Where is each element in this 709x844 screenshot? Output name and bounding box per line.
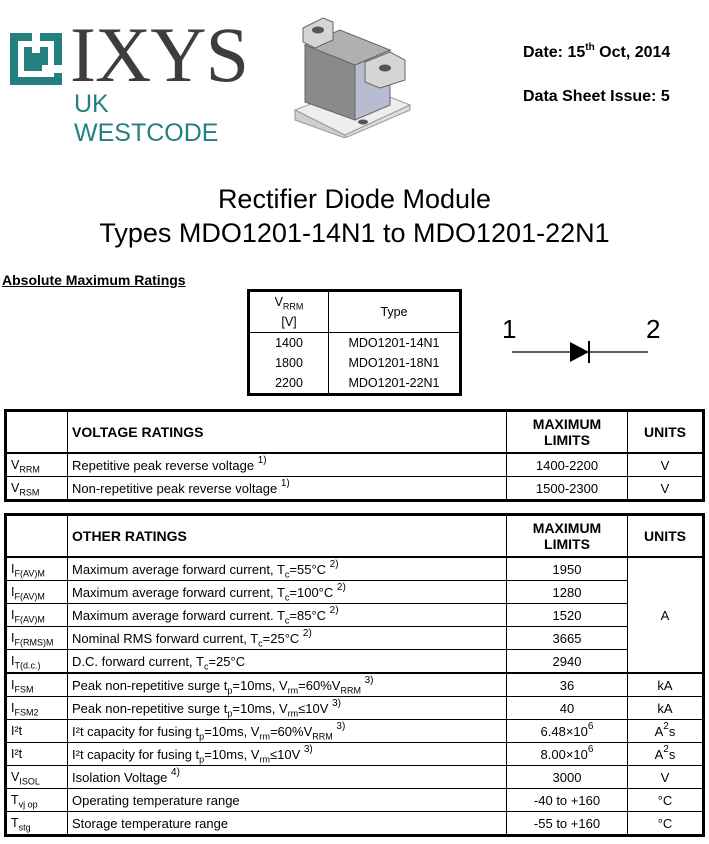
vrrm-header: $V_{RRM}$ [V]	[249, 291, 329, 333]
table-row: I²t I²t capacity for fusing $t_p=10ms$, $V_{rm}=60\%V_{RRM}$ $^{3)}$ $6.48\times 10^6$ $A^2s$	[6, 720, 704, 743]
table-row: $I_{FSM2}$ Peak non-repetitive surge $t_p=10ms$, $V_{rm}\le 10V$ $^{3)}$ 40 kA	[6, 697, 704, 720]
table-row: $T_{vj op}$ Operating temperature range -40 to +160 °C	[6, 789, 704, 812]
pin-1-label: 1	[502, 314, 517, 344]
diode-symbol-icon	[500, 312, 670, 372]
other-ratings-title: OTHER RATINGS	[68, 515, 507, 558]
voltage-ratings-table	[4, 409, 705, 502]
ixys-logo	[10, 11, 249, 147]
table-row: 1800 MDO1201-18N1	[249, 353, 461, 373]
table-row: $I_{F(AV)M}$ Maximum average forward current, $T_c=100^\circ C$ $^{2)}$ 1280	[6, 581, 704, 604]
units-header: UNITS	[628, 411, 704, 454]
current-unit: A	[628, 604, 704, 627]
document-subtitle: Types MDO1201-14N1 to MDO1201-22N1	[99, 218, 610, 248]
table-row: $I_{F(AV)M}$ Maximum average forward current. $T_c=85^\circ C$ $^{2)}$ 1520 A	[6, 604, 704, 627]
type-header: Type	[329, 291, 461, 333]
ixys-logo-mark-icon	[10, 33, 62, 85]
type-table-header	[249, 291, 461, 333]
table-header	[6, 515, 704, 558]
table-row: $V_{RRM}$ Repetitive peak reverse voltage $^{1)}$ 1400-2200 V	[6, 453, 704, 477]
table-row: $I_{T(d.c.)}$ D.C. forward current, $T_c=25^\circ C$ 2940	[6, 650, 704, 674]
table-row: $I_{F(AV)M}$ Maximum average forward current, $T_c=55^\circ C$ $^{2)}$ 1950	[6, 557, 704, 581]
limits-header: MAXIMUM LIMITS	[507, 515, 628, 558]
logo-name: IXYS	[70, 11, 249, 98]
date-line: Date: 15th Oct, 2014	[523, 41, 671, 61]
table-row: 1400 MDO1201-14N1	[249, 333, 461, 354]
logo-subtitle: UK WESTCODE	[74, 90, 219, 147]
table-row: 2200 MDO1201-22N1	[249, 373, 461, 395]
limits-header: MAXIMUM LIMITS	[507, 411, 628, 454]
diode-module-image	[275, 10, 415, 138]
voltage-ratings-title: VOLTAGE RATINGS	[68, 411, 507, 454]
other-ratings-table	[4, 513, 705, 837]
data-sheet-issue: Data Sheet Issue: 5	[523, 88, 670, 105]
section-title: Absolute Maximum Ratings	[2, 272, 186, 288]
units-header: UNITS	[628, 515, 704, 558]
table-row: $V_{ISOL}$ Isolation Voltage $^{4)}$ 3000 V	[6, 766, 704, 789]
table-row: $I_{F(RMS)M}$ Nominal RMS forward current, $T_c=25^\circ C$ $^{2)}$ 3665	[6, 627, 704, 650]
table-row: $T_{stg}$ Storage temperature range -55 to +160 °C	[6, 812, 704, 836]
table-row: $I_{FSM}$ Peak non-repetitive surge $t_p=10ms$, $V_{rm}=60\%V_{RRM}$ $^{3)}$ 36 kA	[6, 673, 704, 697]
table-row: $V_{RSM}$ Non-repetitive peak reverse voltage $^{1)}$ 1500-2300 V	[6, 477, 704, 501]
document-title: Rectifier Diode Module	[217, 184, 492, 214]
type-table	[247, 289, 462, 396]
pin-2-label: 2	[646, 314, 661, 344]
table-header	[6, 411, 704, 454]
table-row: I²t I²t capacity for fusing $t_p=10ms$, $V_{rm}\le 10V$ $^{3)}$ $8.00\times 10^6$ $A^2s$	[6, 743, 704, 766]
